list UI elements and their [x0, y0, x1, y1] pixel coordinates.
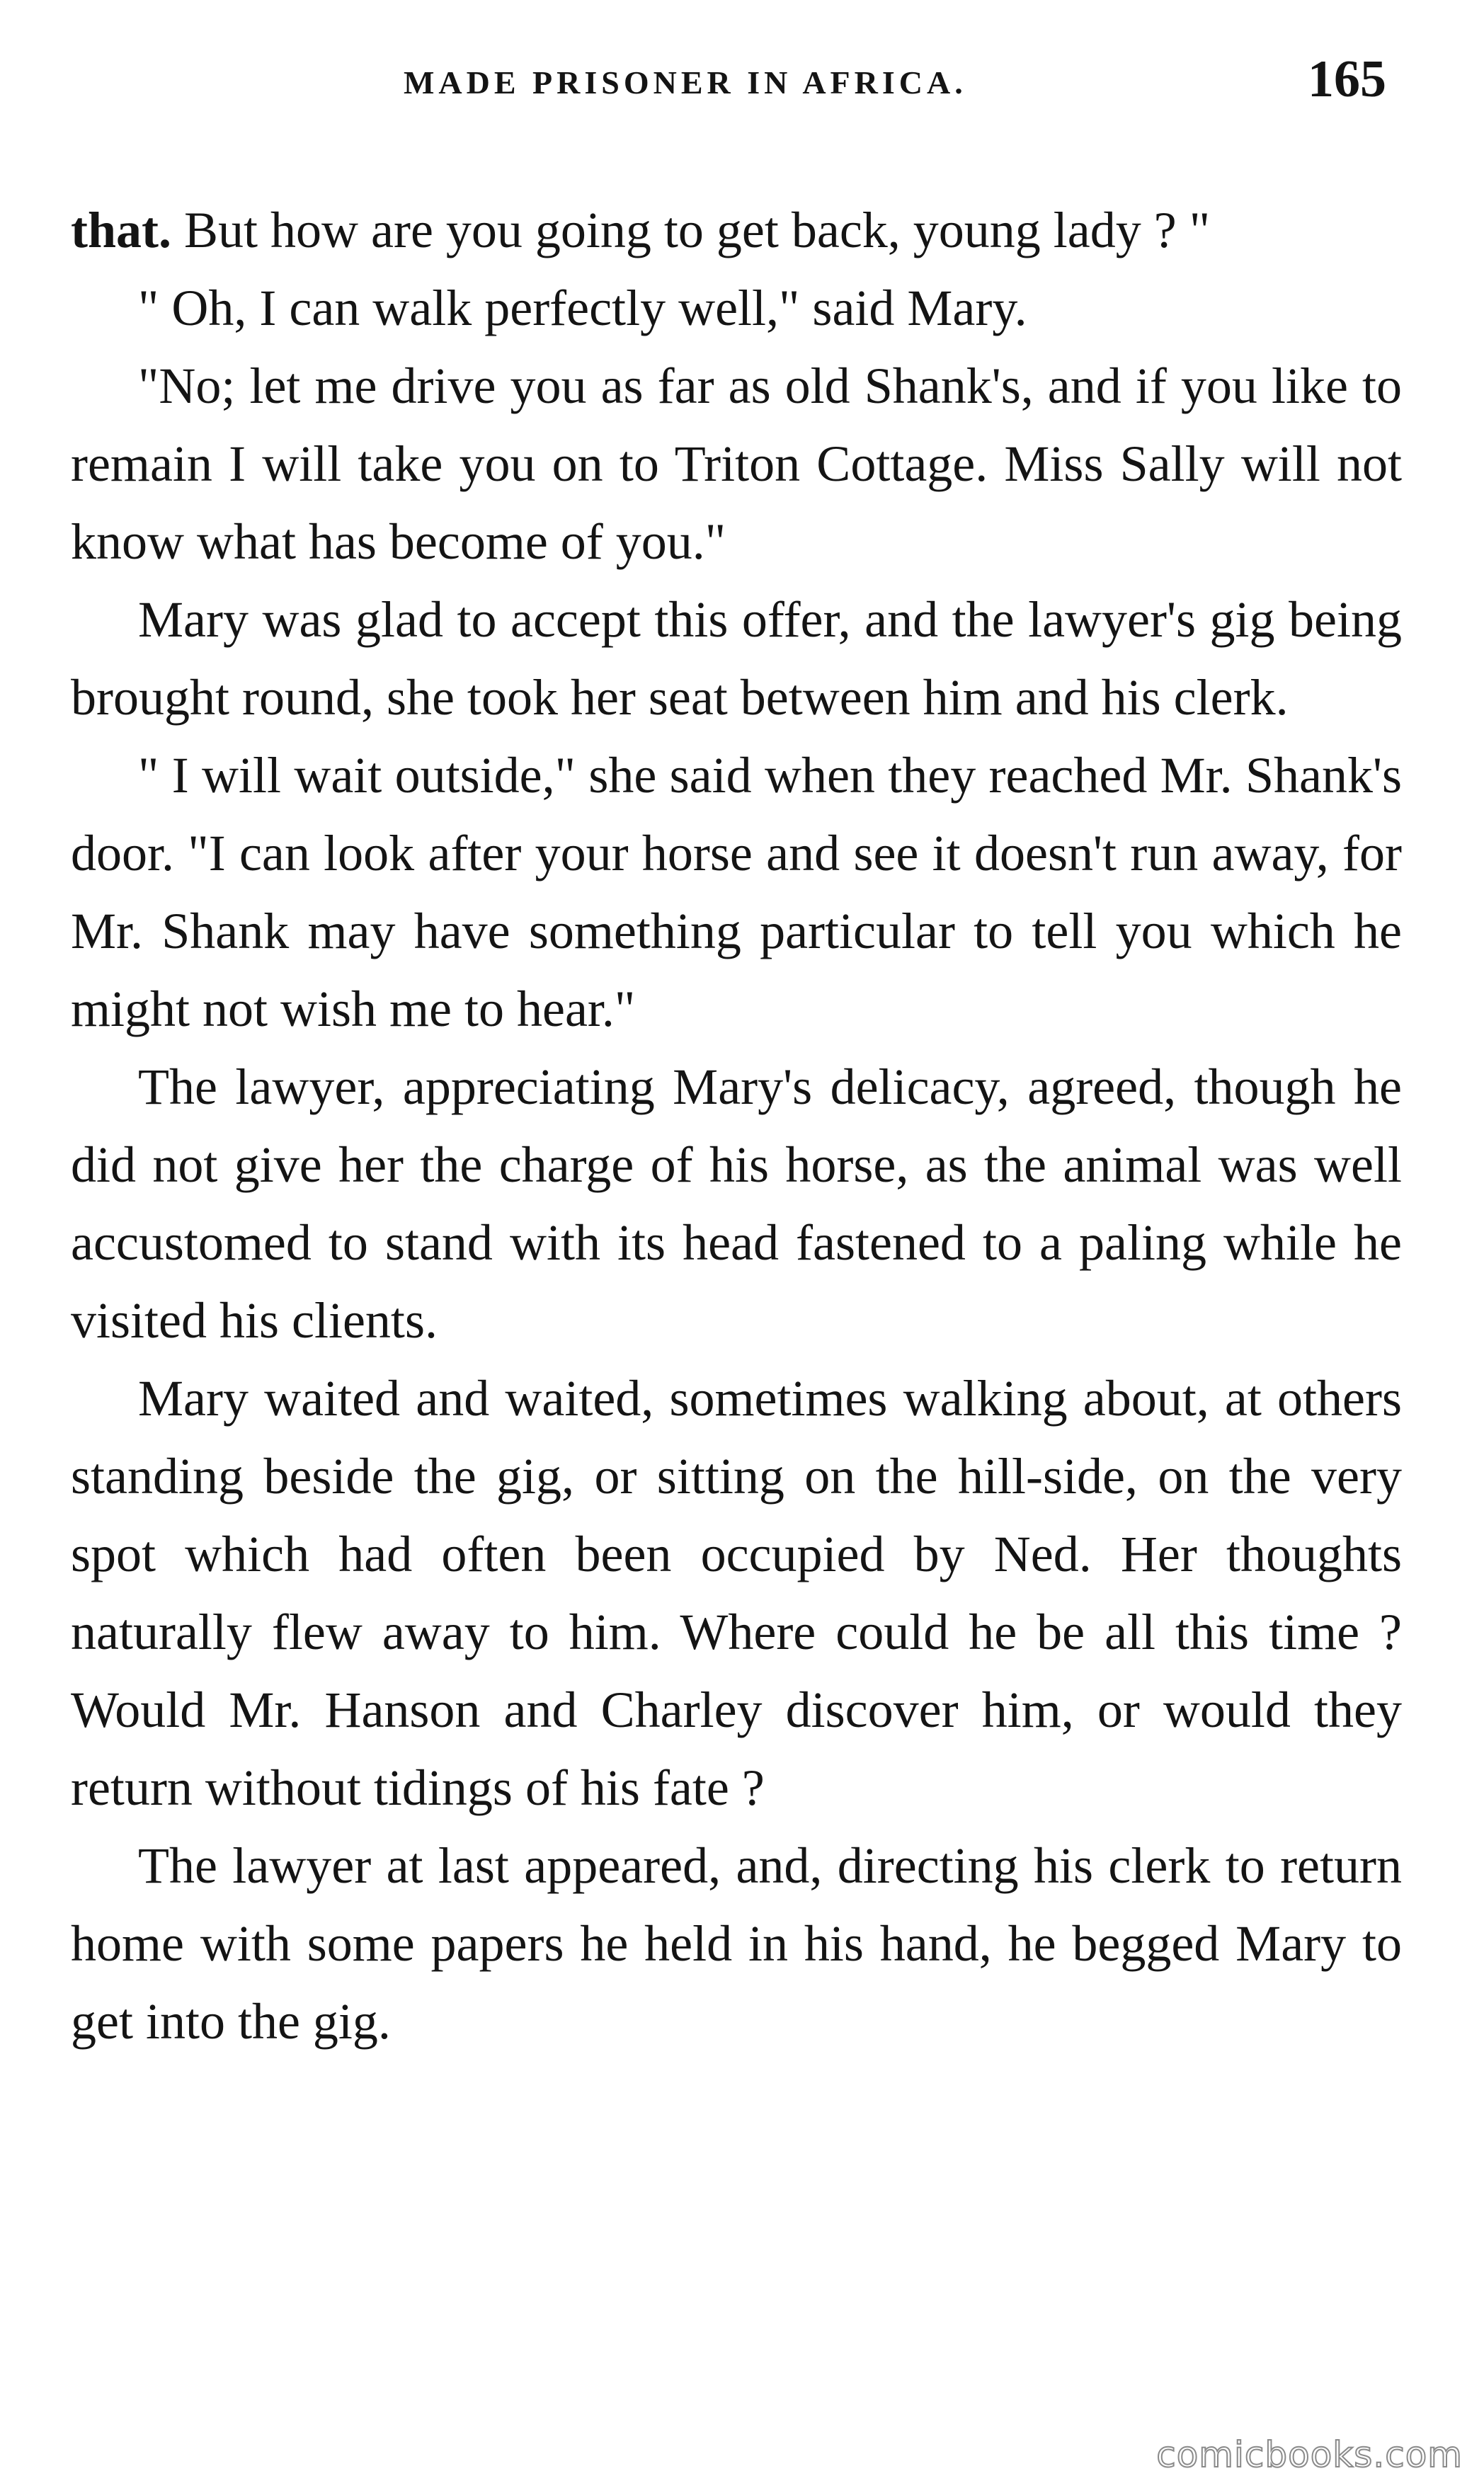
running-title: MADE PRISONER IN AFRICA. [404, 64, 967, 101]
paragraph-text: Mary waited and waited, sometimes walking about, at others standing beside the gig, or sitting on the hill-side, on the very spot which had often been occupied by Ned. Her thoughts naturally flew away to him. Where could he be all this time ? Would Mr. Hanson and Charley discover him, or would they return without tidings of his fate ? [71, 1370, 1402, 1816]
paragraph [71, 1827, 1402, 2060]
paragraph [71, 581, 1402, 736]
paragraph [71, 347, 1402, 581]
paragraph-text: " Oh, I can walk perfectly well," said Mary. [138, 280, 1027, 336]
paragraph-text: The lawyer, appreciating Mary's delicacy, agreed, though he did not give her the charge of his horse, as the animal was well accustomed to stand with its head fastened to a paling while he visited his clients. [71, 1058, 1402, 1349]
watermark-logo: comicbooks.com [1156, 2434, 1463, 2475]
paragraph-text: The lawyer at last appeared, and, directing his clerk to return home with some papers he held in his hand, he begged Mary to get into the gig. [71, 1837, 1402, 2050]
body-text [71, 191, 1402, 2060]
paragraph [71, 269, 1402, 347]
paragraph-text: But how are you going to get back, young lady ? " [171, 202, 1211, 258]
paragraph [71, 736, 1402, 1048]
paragraph [71, 1359, 1402, 1827]
paragraph-text: " I will wait outside," she said when they reached Mr. Shank's door. "I can look after your horse and see it doesn't run away, for Mr. Shank may have something particular to tell you which he might not wish me to hear." [71, 747, 1402, 1037]
paragraph [71, 191, 1402, 269]
paragraph [71, 1048, 1402, 1359]
running-header [71, 50, 1402, 120]
book-page [71, 50, 1402, 2060]
page-number: 165 [1308, 50, 1386, 108]
paragraph-text: "No; let me drive you as far as old Shank's, and if you like to remain I will take you on to Triton Cottage. Miss Sally will not know what has become of you." [71, 358, 1402, 570]
paragraph-text: Mary was glad to accept this offer, and the lawyer's gig being brought round, she took her seat between him and his clerk. [71, 591, 1402, 726]
paragraph-lead: that. [71, 202, 171, 258]
